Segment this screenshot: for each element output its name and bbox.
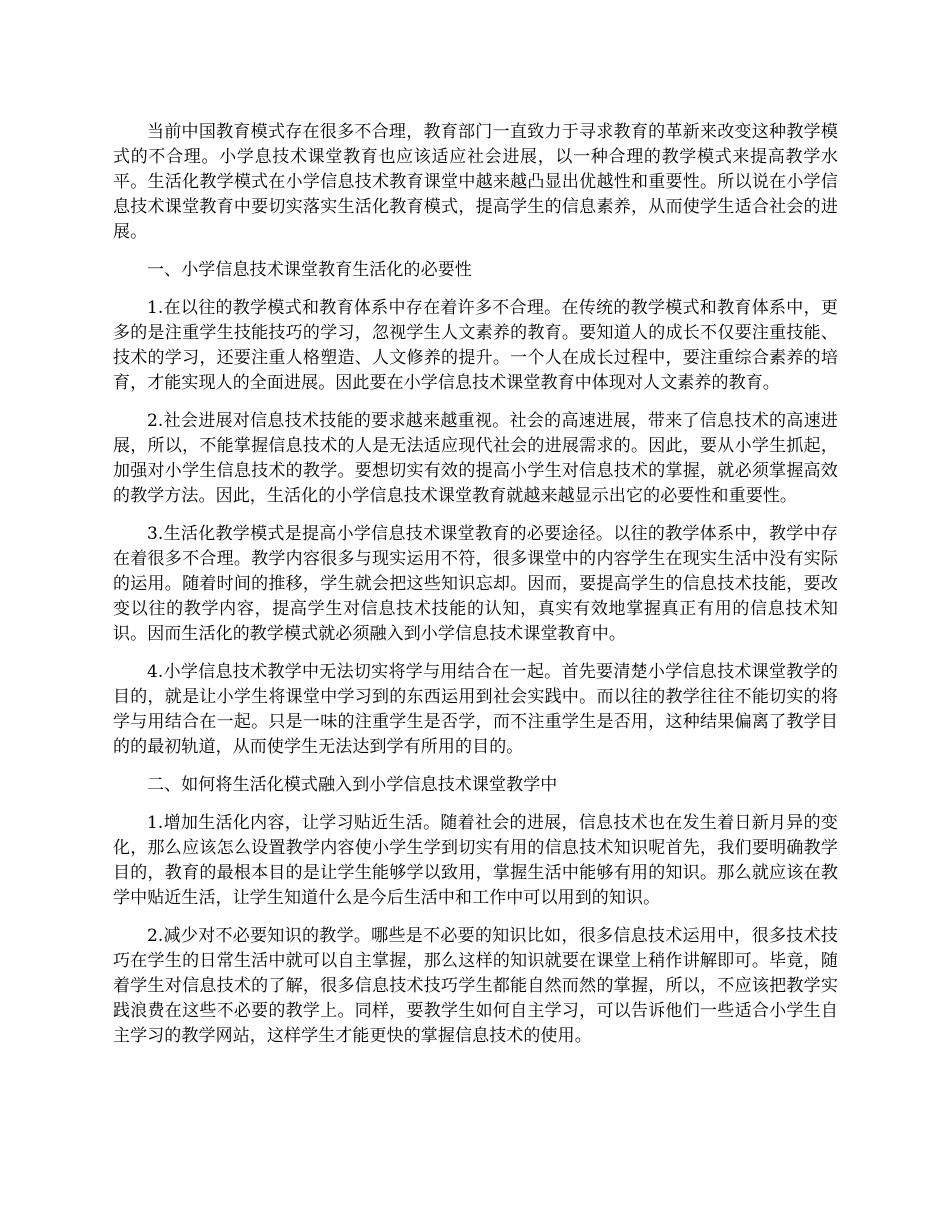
section-2-paragraph-2: 2.减少对不必要知识的教学。哪些是不必要的知识比如，很多信息技术运用中，很多技术技巧在学生的日常生活中就可以自主掌握，那么这样的知识就要在课堂上稍作讲解即可。毕竟，随着学生对信息技术的了解，很多信息技术技巧学生都能自然而然的掌握，所以，不应该把教学实践浪费在这些不必要的教学上。同样，要教学生如何自主学习，可以告诉他们一些适合小学生自主学习的教学网站，这样学生才能更快的掌握信息技术的使用。 bbox=[113, 926, 838, 1046]
section-2-heading: 二、如何将生活化模式融入到小学信息技术课堂教学中 bbox=[147, 775, 558, 795]
section-1-paragraph-2: 2.社会进展对信息技术技能的要求越来越重视。社会的高速进展，带来了信息技术的高速进展，所以，不能掌握信息技术的人是无法适应现代社会的进展需求的。因此，要从小学生抓起，加强对小学生信息技术的教学。要想切实有效的提高小学生对信息技术的掌握，就必须掌握高效的教学方法。因此，生活化的小学信息技术课堂教育就越来越显示出它的必要性和重要性。 bbox=[113, 411, 838, 506]
section-2-paragraph-1: 1.增加生活化内容，让学习贴近生活。随着社会的进展，信息技术也在发生着日新月异的变化，那么应该怎么设置教学内容使小学生学到切实有用的信息技术知识呢首先，我们要明确教学目的，教育的最根本目的是让学生能够学以致用，掌握生活中能够有用的知识。那么就应该在教学中贴近生活，让学生知道什么是今后生活中和工作中可以用到的知识。 bbox=[113, 813, 838, 908]
section-1-paragraph-4: 4.小学信息技术教学中无法切实将学与用结合在一起。首先要清楚小学信息技术课堂教学的目的，就是让小学生将课堂中学习到的东西运用到社会实践中。而以往的教学往往不能切实的将学与用结合在一起。只是一味的注重学生是否学，而不注重学生是否用，这种结果偏离了教学目的的最初轨道，从而使学生无法达到学有所用的目的。 bbox=[113, 662, 838, 757]
section-1-heading: 一、小学信息技术课堂教育生活化的必要性 bbox=[147, 260, 472, 280]
section-1-paragraph-3: 3.生活化教学模式是提高小学信息技术课堂教育的必要途径。以往的教学体系中，教学中存在着很多不合理。教学内容很多与现实运用不符，很多课堂中的内容学生在现实生活中没有实际的运用。随着时间的推移，学生就会把这些知识忘却。因而，要提高学生的信息技术技能，要改变以往的教学内容，提高学生对信息技术技能的认知，真实有效地掌握真正有用的信息技术知识。因而生活化的教学模式就必须融入到小学信息技术课堂教育中。 bbox=[113, 524, 838, 644]
intro-paragraph: 当前中国教育模式存在很多不合理，教育部门一直致力于寻求教育的革新来改变这种教学模式的不合理。小学息技术课堂教育也应该适应社会进展，以一种合理的教学模式来提高教学水平。生活化教学模式在小学信息技术教育课堂中越来越凸显出优越性和重要性。所以说在小学信息技术课堂教育中要切实落实生活化教育模式，提高学生的信息素养，从而使学生适合社会的进展。 bbox=[113, 122, 838, 242]
section-1-paragraph-1: 1.在以往的教学模式和教育体系中存在着许多不合理。在传统的教学模式和教育体系中，更多的是注重学生技能技巧的学习，忽视学生人文素养的教育。要知道人的成长不仅要注重技能、技术的学习，还要注重人格塑造、人文修养的提升。一个人在成长过程中，要注重综合素养的培育，才能实现人的全面进展。因此要在小学信息技术课堂教育中体现对人文素养的教育。 bbox=[113, 298, 838, 393]
document-page bbox=[113, 120, 838, 1062]
